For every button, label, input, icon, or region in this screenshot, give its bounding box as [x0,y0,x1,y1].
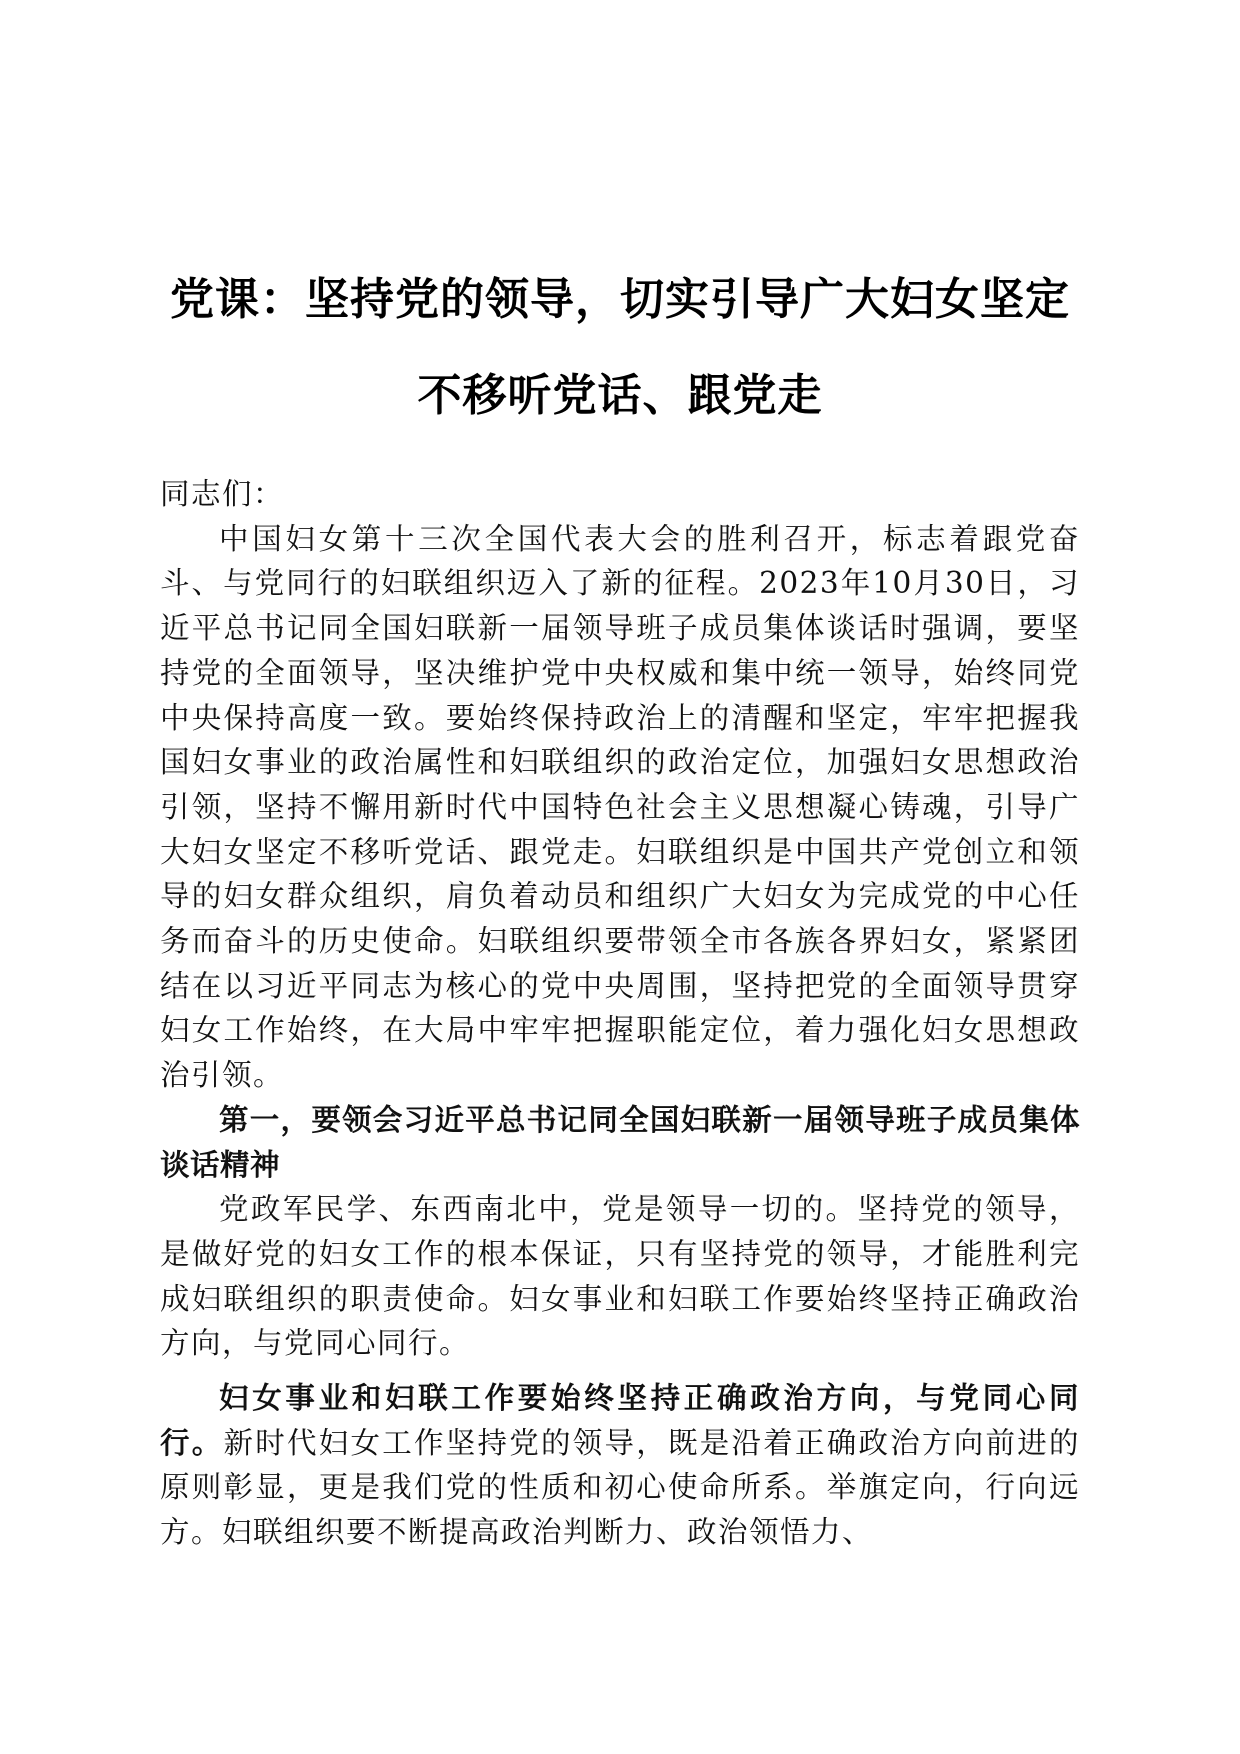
paragraph-intro: 中国妇女第十三次全国代表大会的胜利召开，标志着跟党奋斗、与党同行的妇联组织迈入了新的征程。2023年10月30日，习近平总书记同全国妇联新一届领导班子成员集体谈话时强调，要坚持党的全面领导，坚决维护党中央权威和集中统一领导，始终同党中央保持高度一致。要始终保持政治上的清醒和坚定，牢牢把握我国妇女事业的政治属性和妇联组织的政治定位，加强妇女思想政治引领，坚持不懈用新时代中国特色社会主义思想凝心铸魂，引导广大妇女坚定不移听党话、跟党走。妇联组织是中国共产党创立和领导的妇女群众组织，肩负着动员和组织广大妇女为完成党的中心任务而奋斗的历史使命。妇联组织要带领全市各族各界妇女，紧紧团结在以习近平同志为核心的党中央周围，坚持把党的全面领导贯穿妇女工作始终，在大局中牢牢把握职能定位，着力强化妇女思想政治引领。 [160,521,1080,1093]
paragraph-key-point [160,1376,1080,1555]
key-point-lead: 妇女事业和妇联工作要始终坚持正确政治方向，与党同心同行。 [160,1380,1080,1460]
title-line-2: 不移听党话、跟党走 [417,370,823,421]
section-heading-1: 第一，要领会习近平总书记同全国妇联新一届领导班子成员集体谈话精神 [160,1102,1080,1182]
paragraph-section-1: 党政军民学、东西南北中，党是领导一切的。坚持党的领导，是做好党的妇女工作的根本保证，只有坚持党的领导，才能胜利完成妇联组织的职责使命。妇女事业和妇联工作要始终坚持正确政治方向，与党同心同行。 [160,1192,1080,1361]
title-line-1: 党课：坚持党的领导，切实引导广大妇女坚定 [170,274,1070,325]
key-point-text: 新时代妇女工作坚持党的领导，既是沿着正确政治方向前进的原则彰显，更是我们党的性质和初心使命所系。举旗定向，行向远方。妇联组织要不断提高政治判断力、政治领悟力、 [160,1425,1080,1550]
document-title [150,252,1090,444]
salutation: 同志们： [160,477,285,511]
document-body [160,472,1080,1555]
